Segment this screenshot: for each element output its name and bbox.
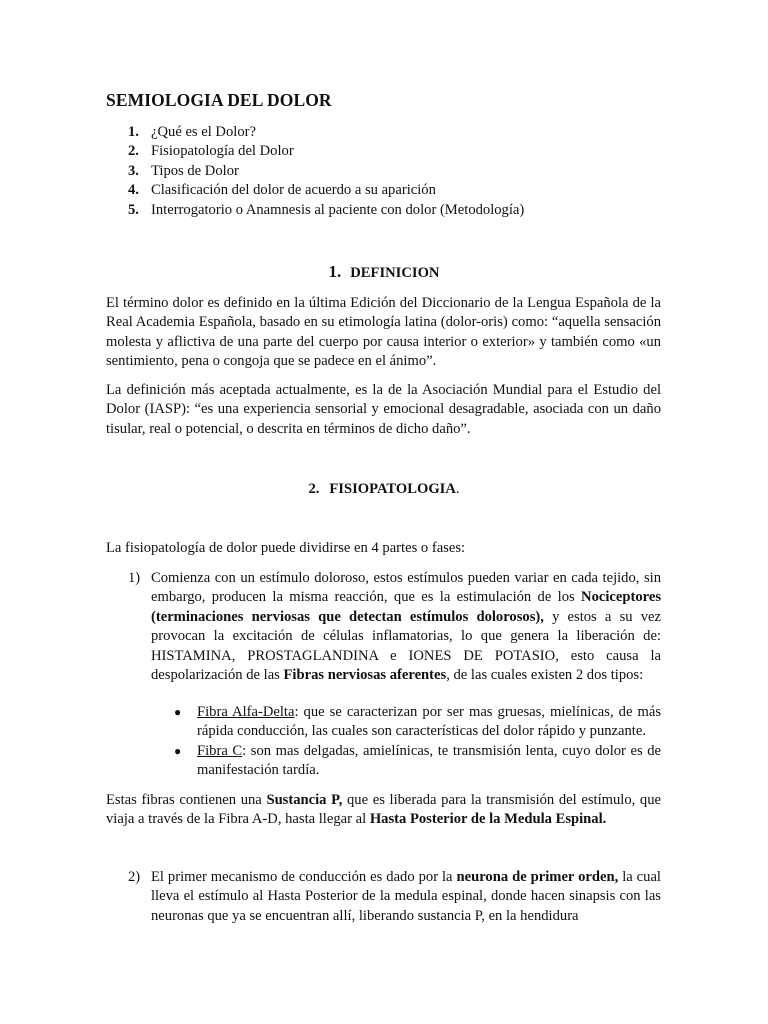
bullet-dot: ● <box>174 744 182 758</box>
bullet-fibra-c <box>174 742 661 781</box>
paragraph-phases-intro: La fisiopatología de dolor puede dividirse en 4 partes o fases: <box>106 540 466 556</box>
toc-item <box>128 142 524 161</box>
toc-number: 1. <box>128 124 139 140</box>
toc-item <box>128 181 524 200</box>
section-title: FISIOPATOLOGIA <box>329 481 456 497</box>
toc-text: Interrogatorio o Anamnesis al paciente con dolor (Metodología) <box>151 201 525 218</box>
toc-number: 3. <box>128 162 139 179</box>
text-run: El primer mecanismo de conducción es dado por la <box>151 869 457 885</box>
bold-term-hasta-posterior: Hasta Posterior de la Medula Espinal. <box>369 811 607 828</box>
list-item-phase-2 <box>128 868 661 926</box>
bold-term-neurona-primer-orden: neurona de primer orden, <box>456 869 619 885</box>
text-run: la cual lleva el estímulo al Hasta Posterior de la medula espinal, donde hacen sinapsis con las neuronas que ya se encuentran allí, liberando sustancia P, en la hendidura <box>151 869 661 924</box>
toc-item <box>128 123 524 142</box>
bold-term-fibras-aferentes: Fibras nerviosas aferentes <box>283 667 447 684</box>
text-run: , de las cuales existen 2 dos tipos: <box>446 667 644 684</box>
toc-number: 5. <box>128 201 139 218</box>
toc-number: 4. <box>128 182 139 199</box>
document-title: SEMIOLOGIA DEL DOLOR <box>106 90 332 110</box>
text-run: que es liberada para la transmisión del estímulo, que viaja a través de la Fibra A-D, hasta llegar al <box>106 792 661 828</box>
list-item-phase-1 <box>128 569 661 685</box>
bullet-text <box>197 703 661 742</box>
section-heading-definicion <box>0 262 768 283</box>
toc-text: Tipos de Dolor <box>151 162 239 179</box>
bullet-text <box>197 742 661 781</box>
bullet-dot: ● <box>174 705 182 719</box>
text-run: y estos a su vez provocan la excitación de células inflamatorias, lo que genera la liberación de: HISTAMINA, PROSTAGLANDINA e IONES DE POTASIO, esto causa la despolarización de las <box>151 608 661 684</box>
toc-number: 2. <box>128 143 139 160</box>
fiber-label: Fibra C <box>197 743 243 759</box>
bullet-fibra-alfa-delta <box>174 703 661 742</box>
paragraph-iasp-definition: La definición más aceptada actualmente, es la de la Asociación Mundial para el Estudio del Dolor (IASP): “es una experiencia sensorial y emocional desagradable, asociada con un daño tisular, real o potencial, o descrita en términos de dicho daño”. <box>106 382 661 437</box>
section-title-period: . <box>455 481 460 497</box>
list-number: 1) <box>128 570 141 586</box>
list-item-text <box>151 868 661 926</box>
bold-term-nociceptores: Nociceptores (terminaciones nerviosas que detectan estímulos dolorosos), <box>151 589 661 625</box>
list-number: 2) <box>128 869 141 885</box>
bold-term-sustancia-p: Sustancia P, <box>266 792 343 808</box>
fiber-description: : son mas delgadas, amielínicas, te transmisión lenta, cuyo dolor es de manifestación tardía. <box>197 743 662 779</box>
table-of-contents <box>128 123 524 220</box>
text-run: Comienza con un estímulo doloroso, estos estímulos pueden variar en cada tejido, sin embargo, producen la misma reacción, que es la estimulación de los <box>151 570 661 606</box>
toc-text: ¿Qué es el Dolor? <box>151 124 256 140</box>
toc-text: Clasificación del dolor de acuerdo a su aparición <box>151 182 436 199</box>
paragraph-definition: El término dolor es definido en la última Edición del Diccionario de la Lengua Española de la Real Academia Española, basado en su etimología latina (dolor-oris) como: “aquella sensación molesta y aflictiva de una parte del cuerpo por causa interior o exterior» y también como «un sentimiento, pena o congoja que se padece en el ánimo”. <box>106 295 661 370</box>
section-number: 2. <box>308 481 320 497</box>
toc-item <box>128 201 524 220</box>
toc-item <box>128 162 524 181</box>
text-run: Estas fibras contienen una <box>106 792 267 808</box>
list-item-text <box>151 569 661 685</box>
toc-text: Fisiopatología del Dolor <box>151 143 294 160</box>
section-title: DEFINICION <box>350 265 440 281</box>
section-heading-fisiopatologia <box>0 480 768 499</box>
paragraph-sustancia-p <box>106 791 661 830</box>
fiber-label: Fibra Alfa-Delta <box>197 704 295 720</box>
fiber-description: : que se caracterizan por ser mas gruesas, mielínicas, de más rápida conducción, las cuales son características del dolor rápido y punzante. <box>197 704 661 740</box>
section-number: 1. <box>328 262 342 281</box>
